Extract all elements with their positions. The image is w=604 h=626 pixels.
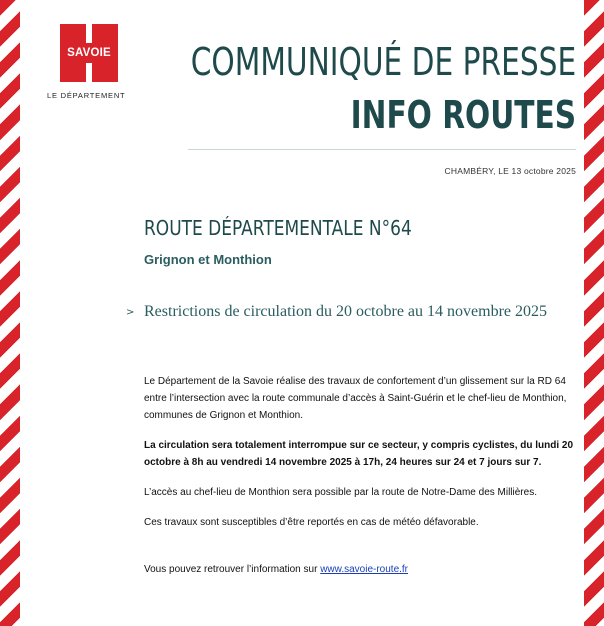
chevron-right-icon: > (126, 306, 135, 318)
route-title: ROUTE DÉPARTEMENTALE N°64 (144, 216, 412, 240)
press-release-title: COMMUNIQUÉ DE PRESSE (190, 40, 576, 84)
savoie-route-link[interactable]: www.savoie-route.fr (320, 564, 409, 575)
restriction-heading (126, 303, 547, 321)
logo-subtitle: LE DÉPARTEMENT (47, 91, 126, 100)
paragraph-works: Le Département de la Savoie réalise des travaux de confortement d’un glissement sur la RD 64 entre l’intersection avec la route communale d’accès à Saint-Guérin et le chef-lieu de Monthion, communes de Grignon et Monthion. (144, 376, 567, 421)
left-border-stripe (0, 0, 20, 626)
logo-wordmark: SAVOIE (60, 43, 118, 63)
header-divider (188, 149, 576, 150)
right-border-stripe (584, 0, 604, 626)
info-prefix: Vous pouvez retrouver l’information sur (144, 564, 321, 575)
restriction-text: Restrictions de circulation du 20 octobre au 14 novembre 2025 (144, 303, 548, 320)
paragraph-weather: Ces travaux sont susceptibles d’être reportés en cas de météo défavorable. (144, 517, 479, 528)
route-subtitle: Grignon et Monthion (144, 252, 272, 267)
savoie-logo (44, 24, 144, 100)
savoie-cross-mark (60, 24, 118, 82)
paragraph-access: L’accès au chef-lieu de Monthion sera possible par la route de Notre-Dame des Millières. (144, 487, 537, 498)
paragraph-closure: La circulation sera totalement interrompue sur ce secteur, y compris cyclistes, du lundi 20 octobre à 8h au vendredi 14 novembre 2025 à 17h, 24 heures sur 24 et 7 jours sur 7. (144, 440, 574, 468)
paragraph-info (144, 561, 584, 578)
article-body (144, 373, 584, 591)
info-routes-title: INFO ROUTES (350, 93, 576, 137)
dateline: CHAMBÉRY, LE 13 octobre 2025 (444, 166, 576, 176)
